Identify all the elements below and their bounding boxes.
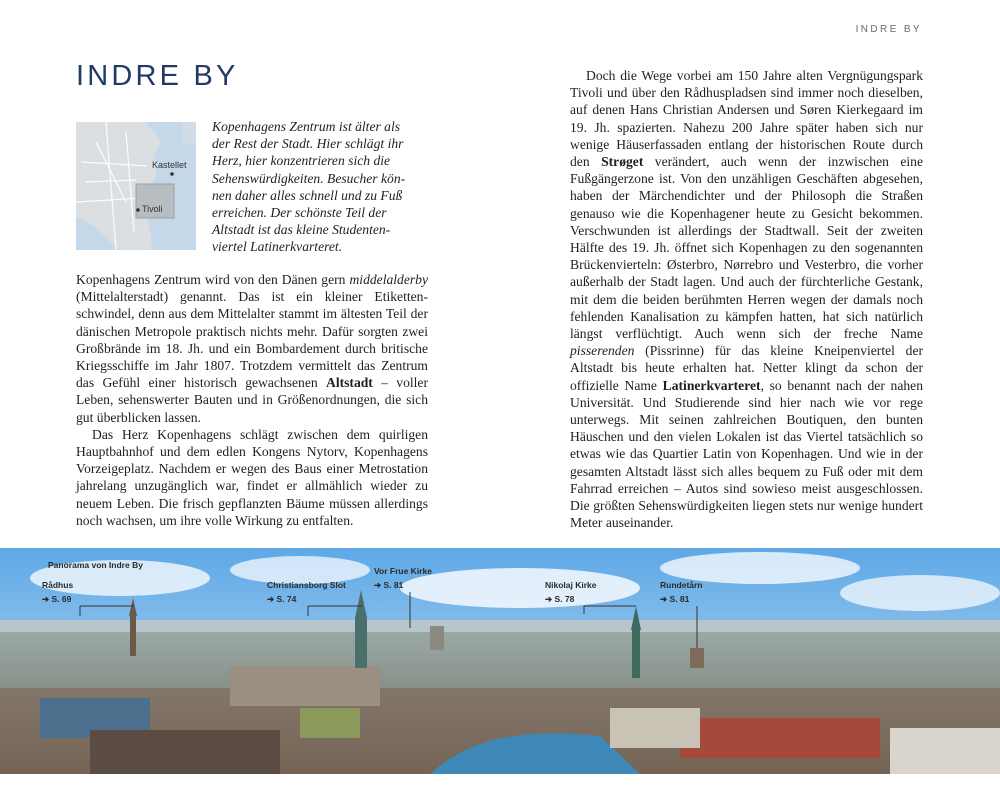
panorama-photo bbox=[0, 548, 1000, 774]
intro-line: viertel Latinerkvarteret. bbox=[212, 239, 343, 255]
page-title: INDRE BY bbox=[76, 60, 239, 92]
page-ref: ➔ S. 81 bbox=[374, 580, 404, 590]
panorama-caption: Panorama von Indre By bbox=[48, 560, 143, 570]
landmark-label-christiansborg bbox=[267, 578, 346, 606]
map-label-kastellet: Kastellet bbox=[152, 160, 187, 170]
landmark-name: Nikolaj Kirke bbox=[545, 580, 597, 590]
intro-line: Kopenhagens Zentrum ist älter als bbox=[212, 119, 401, 134]
paragraph: Doch die Wege vorbei am 150 Jahre alten Vergnügungspark Tivoli und über den Rådhuspladsen sind immer noch dieselben, auf denen Hans Christian Andersen und Søren Kierkegaard im 19. Jh. spazierten. Nahezu 200 Jahre später haben sich nur wenige Häuserfassaden entlang der historischen Route durch den Strøget verändert, auch wenn der inzwischen eine Fußgängerzone ist. Von den unzähligen Geschäften abgesehen, haben der Märchendichter und der Philosoph die Straßen genauso wie die Kopenhagener heute zu Gesicht bekommen. Verschwunden ist allerdings der Stadtwall. Seit der zweiten Hälfte des 19. Jh. öffnet sich Kopenhagen zu den sogenannten Brückenvierteln: Østerbro, Nørrebro und Vesterbro, die vorher außerhalb der Stadt lagen. Und auch der fürchterliche Gestank, mit dem die beiden berühmten Herren wegen der damals noch fehlenden Kanalisation zu kämpfen hatten, hat sich natürlich längst verflüchtigt. Auch wenn sich der freche Name pisserenden (Pissrinne) für das kleine Kneipenviertel der Altstadt bis heute erhalten hat. Netter klingt da schon der offizielle Name Latinerkvarteret, so benannt nach der nahen Universität. Und Studierende sind hier nach wie vor rege unterwegs. Mit seinen zahlreichen Boutiquen, den bunten Häuschen und den vielen Lokalen ist das Viertel tatsächlich so etwas wie das Quartier Latin von Kopenhagen. Und wie in der gesamten Altstadt lässt sich alles bequem zu Fuß oder mit dem Fahrrad erreichen – Autos sind sowieso meist ausgeschlossen. Die größten Sehenswürdigkeiten liegen stets nur wenige hundert Meter auseinander. bbox=[570, 68, 923, 531]
landmark-name: Rundetårn bbox=[660, 580, 703, 590]
landmark-label-nikolaj-kirke bbox=[545, 578, 597, 606]
paragraph: Das Herz Kopenhagens schlägt zwischen dem quirligen Hauptbahnhof und dem edlen Kongens Nytorv, Kopenhagens Vorzeigeplatz. Nachdem er wegen des Baus einer Metrostation jahrelang unzugänglich war, findet er allmählich wieder zu neuem Leben. Die frisch gepflanzten Bäume müssen allerdings noch wachsen, um ihre volle Wirkung zu entfalten. bbox=[76, 426, 428, 528]
body-column-right bbox=[570, 67, 923, 531]
landmark-label-radhus bbox=[42, 578, 73, 606]
running-head: INDRE BY bbox=[855, 24, 922, 35]
locator-map bbox=[76, 122, 196, 250]
page-ref: ➔ S. 74 bbox=[267, 594, 297, 604]
page-ref: ➔ S. 78 bbox=[545, 594, 575, 604]
intro-line: Altstadt ist das kleine Studenten- bbox=[212, 222, 391, 238]
landmark-name: Rådhus bbox=[42, 580, 74, 590]
intro-line: erreichen. Der schönste Teil der bbox=[212, 205, 387, 221]
page-ref: ➔ S. 69 bbox=[42, 594, 72, 604]
paragraph: Kopenhagens Zentrum wird von den Dänen gern middelalderby (Mittelalterstadt) genannt. Das ist ein kleiner Etikettenschwindel, denn aus dem Mittelalter stammt im ältesten Teil der dänischen Metropole praktisch nichts mehr. Dafür sorgten zwei Großbrände im 18. Jh. und ein Bombardement durch britische Kriegsschiffe im Jahr 1807. Trotzdem vermittelt das Zentrum das Gefühl einer historisch gewachsenen Altstadt – voller Leben, sehenswerter Bauten und in Größenordnungen, die sich gut überblicken lassen. bbox=[76, 272, 428, 425]
locator-map-graphic bbox=[76, 122, 196, 250]
landmark-label-vor-frue-kirke bbox=[374, 564, 432, 592]
intro-line: nen daher alles schnell und zu Fuß bbox=[212, 187, 403, 203]
intro-text bbox=[212, 118, 432, 256]
landmark-label-rundetarn bbox=[660, 578, 703, 606]
intro-line: Sehenswürdigkeiten. Besucher kön- bbox=[212, 170, 406, 186]
intro-line: Herz, hier konzentrieren sich die bbox=[212, 153, 391, 169]
intro-line: der Rest der Stadt. Hier schlägt ihr bbox=[212, 136, 404, 152]
map-label-tivoli: Tivoli bbox=[142, 204, 163, 214]
landmark-name: Vor Frue Kirke bbox=[374, 566, 432, 576]
page-ref: ➔ S. 81 bbox=[660, 594, 690, 604]
body-column-left bbox=[76, 271, 428, 529]
panorama-image bbox=[0, 548, 1000, 774]
landmark-name: Christiansborg Slot bbox=[267, 580, 346, 590]
